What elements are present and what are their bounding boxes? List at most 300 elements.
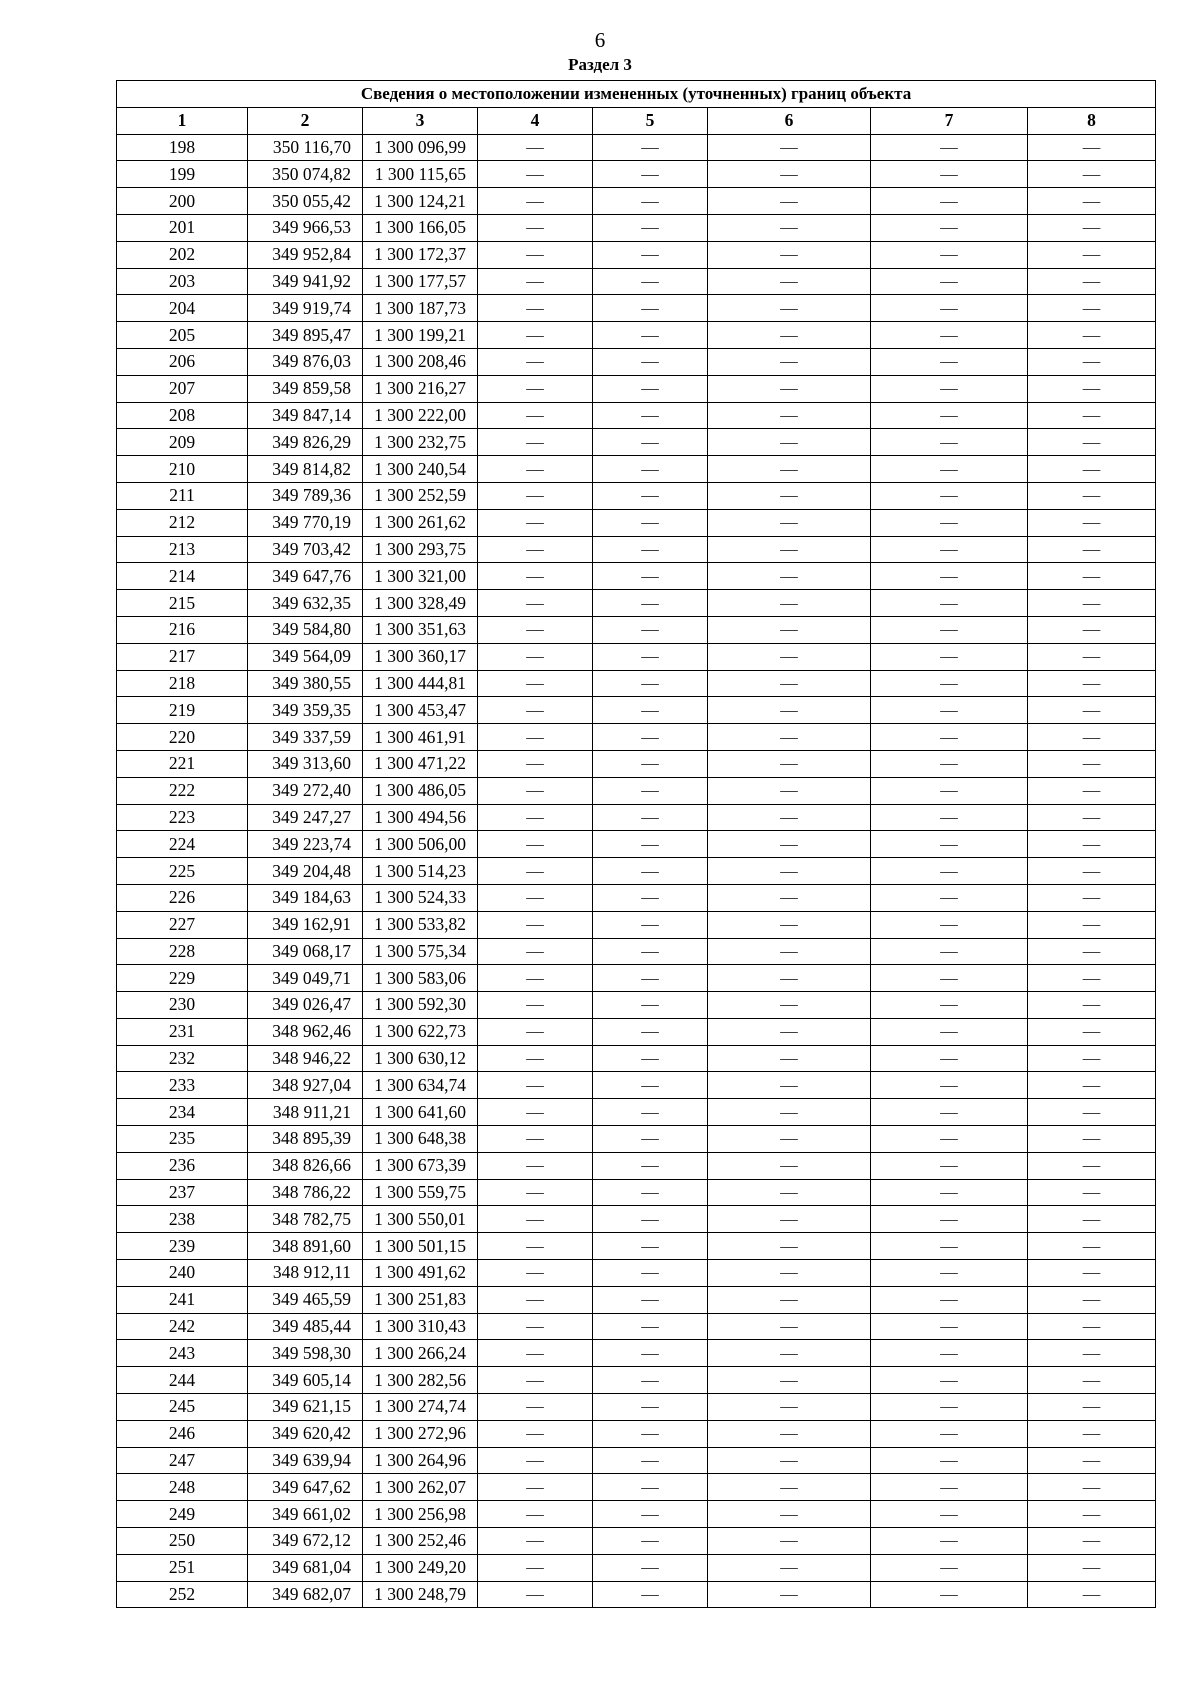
empty-value-cell: — bbox=[1028, 777, 1156, 804]
y-coordinate-cell: 1 300 115,65 bbox=[363, 161, 478, 188]
empty-value-cell: — bbox=[708, 697, 871, 724]
empty-value-cell: — bbox=[708, 1367, 871, 1394]
table-row bbox=[117, 1420, 1156, 1447]
empty-value-cell: — bbox=[1028, 1581, 1156, 1608]
x-coordinate-cell: 349 313,60 bbox=[248, 750, 363, 777]
table-row bbox=[117, 214, 1156, 241]
table-row bbox=[117, 482, 1156, 509]
x-coordinate-cell: 349 621,15 bbox=[248, 1394, 363, 1421]
empty-value-cell: — bbox=[871, 1313, 1028, 1340]
x-coordinate-cell: 348 912,11 bbox=[248, 1260, 363, 1287]
empty-value-cell: — bbox=[871, 590, 1028, 617]
x-coordinate-cell: 349 584,80 bbox=[248, 616, 363, 643]
y-coordinate-cell: 1 300 453,47 bbox=[363, 697, 478, 724]
point-number-cell: 209 bbox=[117, 429, 248, 456]
y-coordinate-cell: 1 300 252,46 bbox=[363, 1528, 478, 1555]
empty-value-cell: — bbox=[478, 590, 593, 617]
empty-value-cell: — bbox=[593, 643, 708, 670]
column-header: 6 bbox=[708, 107, 871, 134]
empty-value-cell: — bbox=[871, 1072, 1028, 1099]
y-coordinate-cell: 1 300 274,74 bbox=[363, 1394, 478, 1421]
empty-value-cell: — bbox=[593, 884, 708, 911]
empty-value-cell: — bbox=[593, 965, 708, 992]
point-number-cell: 206 bbox=[117, 348, 248, 375]
x-coordinate-cell: 349 068,17 bbox=[248, 938, 363, 965]
y-coordinate-cell: 1 300 533,82 bbox=[363, 911, 478, 938]
point-number-cell: 243 bbox=[117, 1340, 248, 1367]
empty-value-cell: — bbox=[708, 1099, 871, 1126]
empty-value-cell: — bbox=[478, 858, 593, 885]
empty-value-cell: — bbox=[478, 1313, 593, 1340]
empty-value-cell: — bbox=[593, 456, 708, 483]
empty-value-cell: — bbox=[871, 724, 1028, 751]
y-coordinate-cell: 1 300 550,01 bbox=[363, 1206, 478, 1233]
empty-value-cell: — bbox=[708, 724, 871, 751]
table-row bbox=[117, 1474, 1156, 1501]
table-row bbox=[117, 831, 1156, 858]
y-coordinate-cell: 1 300 282,56 bbox=[363, 1367, 478, 1394]
empty-value-cell: — bbox=[871, 456, 1028, 483]
empty-value-cell: — bbox=[708, 831, 871, 858]
empty-value-cell: — bbox=[708, 1554, 871, 1581]
empty-value-cell: — bbox=[708, 1340, 871, 1367]
point-number-cell: 240 bbox=[117, 1260, 248, 1287]
empty-value-cell: — bbox=[708, 1286, 871, 1313]
x-coordinate-cell: 349 952,84 bbox=[248, 241, 363, 268]
empty-value-cell: — bbox=[871, 1233, 1028, 1260]
table-row bbox=[117, 1554, 1156, 1581]
y-coordinate-cell: 1 300 592,30 bbox=[363, 992, 478, 1019]
y-coordinate-cell: 1 300 501,15 bbox=[363, 1233, 478, 1260]
empty-value-cell: — bbox=[708, 402, 871, 429]
empty-value-cell: — bbox=[593, 1260, 708, 1287]
empty-value-cell: — bbox=[478, 1447, 593, 1474]
empty-value-cell: — bbox=[708, 670, 871, 697]
empty-value-cell: — bbox=[593, 831, 708, 858]
table-row bbox=[117, 322, 1156, 349]
empty-value-cell: — bbox=[478, 1206, 593, 1233]
point-number-cell: 208 bbox=[117, 402, 248, 429]
empty-value-cell: — bbox=[871, 938, 1028, 965]
point-number-cell: 231 bbox=[117, 1018, 248, 1045]
empty-value-cell: — bbox=[478, 161, 593, 188]
point-number-cell: 242 bbox=[117, 1313, 248, 1340]
x-coordinate-cell: 350 116,70 bbox=[248, 134, 363, 161]
empty-value-cell: — bbox=[708, 295, 871, 322]
y-coordinate-cell: 1 300 248,79 bbox=[363, 1581, 478, 1608]
point-number-cell: 252 bbox=[117, 1581, 248, 1608]
point-number-cell: 248 bbox=[117, 1474, 248, 1501]
empty-value-cell: — bbox=[593, 616, 708, 643]
empty-value-cell: — bbox=[593, 938, 708, 965]
empty-value-cell: — bbox=[593, 697, 708, 724]
empty-value-cell: — bbox=[593, 563, 708, 590]
empty-value-cell: — bbox=[478, 482, 593, 509]
empty-value-cell: — bbox=[708, 992, 871, 1019]
point-number-cell: 214 bbox=[117, 563, 248, 590]
table-row bbox=[117, 188, 1156, 215]
empty-value-cell: — bbox=[1028, 643, 1156, 670]
table-row bbox=[117, 1260, 1156, 1287]
point-number-cell: 241 bbox=[117, 1286, 248, 1313]
y-coordinate-cell: 1 300 575,34 bbox=[363, 938, 478, 965]
y-coordinate-cell: 1 300 351,63 bbox=[363, 616, 478, 643]
empty-value-cell: — bbox=[871, 429, 1028, 456]
point-number-cell: 229 bbox=[117, 965, 248, 992]
empty-value-cell: — bbox=[593, 1152, 708, 1179]
empty-value-cell: — bbox=[478, 536, 593, 563]
empty-value-cell: — bbox=[1028, 938, 1156, 965]
empty-value-cell: — bbox=[478, 188, 593, 215]
empty-value-cell: — bbox=[593, 1501, 708, 1528]
empty-value-cell: — bbox=[708, 1420, 871, 1447]
empty-value-cell: — bbox=[478, 938, 593, 965]
column-header: 7 bbox=[871, 107, 1028, 134]
empty-value-cell: — bbox=[478, 509, 593, 536]
x-coordinate-cell: 349 847,14 bbox=[248, 402, 363, 429]
empty-value-cell: — bbox=[593, 214, 708, 241]
x-coordinate-cell: 349 895,47 bbox=[248, 322, 363, 349]
x-coordinate-cell: 349 661,02 bbox=[248, 1501, 363, 1528]
y-coordinate-cell: 1 300 559,75 bbox=[363, 1179, 478, 1206]
empty-value-cell: — bbox=[1028, 134, 1156, 161]
empty-value-cell: — bbox=[478, 884, 593, 911]
empty-value-cell: — bbox=[708, 1474, 871, 1501]
y-coordinate-cell: 1 300 222,00 bbox=[363, 402, 478, 429]
empty-value-cell: — bbox=[708, 1045, 871, 1072]
table-row bbox=[117, 1179, 1156, 1206]
empty-value-cell: — bbox=[593, 804, 708, 831]
empty-value-cell: — bbox=[593, 1206, 708, 1233]
empty-value-cell: — bbox=[1028, 670, 1156, 697]
empty-value-cell: — bbox=[1028, 1554, 1156, 1581]
table-row bbox=[117, 1072, 1156, 1099]
point-number-cell: 247 bbox=[117, 1447, 248, 1474]
empty-value-cell: — bbox=[871, 1340, 1028, 1367]
empty-value-cell: — bbox=[478, 1179, 593, 1206]
point-number-cell: 225 bbox=[117, 858, 248, 885]
empty-value-cell: — bbox=[1028, 750, 1156, 777]
empty-value-cell: — bbox=[478, 1554, 593, 1581]
empty-value-cell: — bbox=[708, 1179, 871, 1206]
empty-value-cell: — bbox=[708, 348, 871, 375]
empty-value-cell: — bbox=[478, 348, 593, 375]
point-number-cell: 234 bbox=[117, 1099, 248, 1126]
empty-value-cell: — bbox=[871, 858, 1028, 885]
x-coordinate-cell: 349 859,58 bbox=[248, 375, 363, 402]
point-number-cell: 228 bbox=[117, 938, 248, 965]
y-coordinate-cell: 1 300 641,60 bbox=[363, 1099, 478, 1126]
point-number-cell: 224 bbox=[117, 831, 248, 858]
empty-value-cell: — bbox=[478, 322, 593, 349]
empty-value-cell: — bbox=[478, 1501, 593, 1528]
empty-value-cell: — bbox=[593, 1367, 708, 1394]
empty-value-cell: — bbox=[593, 509, 708, 536]
point-number-cell: 201 bbox=[117, 214, 248, 241]
empty-value-cell: — bbox=[593, 188, 708, 215]
empty-value-cell: — bbox=[708, 536, 871, 563]
empty-value-cell: — bbox=[593, 348, 708, 375]
empty-value-cell: — bbox=[478, 804, 593, 831]
table-row bbox=[117, 375, 1156, 402]
empty-value-cell: — bbox=[708, 214, 871, 241]
point-number-cell: 250 bbox=[117, 1528, 248, 1555]
table-row bbox=[117, 429, 1156, 456]
table-row bbox=[117, 616, 1156, 643]
y-coordinate-cell: 1 300 444,81 bbox=[363, 670, 478, 697]
y-coordinate-cell: 1 300 166,05 bbox=[363, 214, 478, 241]
table-row bbox=[117, 1340, 1156, 1367]
table-row bbox=[117, 161, 1156, 188]
empty-value-cell: — bbox=[1028, 268, 1156, 295]
empty-value-cell: — bbox=[708, 1581, 871, 1608]
x-coordinate-cell: 349 184,63 bbox=[248, 884, 363, 911]
table-row bbox=[117, 697, 1156, 724]
empty-value-cell: — bbox=[1028, 992, 1156, 1019]
empty-value-cell: — bbox=[708, 482, 871, 509]
empty-value-cell: — bbox=[871, 750, 1028, 777]
y-coordinate-cell: 1 300 494,56 bbox=[363, 804, 478, 831]
x-coordinate-cell: 350 074,82 bbox=[248, 161, 363, 188]
x-coordinate-cell: 348 927,04 bbox=[248, 1072, 363, 1099]
y-coordinate-cell: 1 300 272,96 bbox=[363, 1420, 478, 1447]
empty-value-cell: — bbox=[1028, 1394, 1156, 1421]
point-number-cell: 245 bbox=[117, 1394, 248, 1421]
table-body bbox=[117, 134, 1156, 1608]
empty-value-cell: — bbox=[478, 456, 593, 483]
table-row bbox=[117, 777, 1156, 804]
table-row bbox=[117, 134, 1156, 161]
empty-value-cell: — bbox=[478, 1340, 593, 1367]
empty-value-cell: — bbox=[478, 697, 593, 724]
empty-value-cell: — bbox=[871, 643, 1028, 670]
empty-value-cell: — bbox=[1028, 348, 1156, 375]
point-number-cell: 218 bbox=[117, 670, 248, 697]
empty-value-cell: — bbox=[593, 1233, 708, 1260]
empty-value-cell: — bbox=[478, 268, 593, 295]
empty-value-cell: — bbox=[478, 429, 593, 456]
x-coordinate-cell: 350 055,42 bbox=[248, 188, 363, 215]
y-coordinate-cell: 1 300 583,06 bbox=[363, 965, 478, 992]
empty-value-cell: — bbox=[593, 1126, 708, 1153]
x-coordinate-cell: 348 786,22 bbox=[248, 1179, 363, 1206]
column-header: 1 bbox=[117, 107, 248, 134]
empty-value-cell: — bbox=[478, 1152, 593, 1179]
x-coordinate-cell: 349 703,42 bbox=[248, 536, 363, 563]
column-header: 3 bbox=[363, 107, 478, 134]
y-coordinate-cell: 1 300 514,23 bbox=[363, 858, 478, 885]
point-number-cell: 249 bbox=[117, 1501, 248, 1528]
table-row bbox=[117, 1286, 1156, 1313]
x-coordinate-cell: 349 485,44 bbox=[248, 1313, 363, 1340]
x-coordinate-cell: 348 891,60 bbox=[248, 1233, 363, 1260]
empty-value-cell: — bbox=[1028, 429, 1156, 456]
point-number-cell: 226 bbox=[117, 884, 248, 911]
point-number-cell: 198 bbox=[117, 134, 248, 161]
x-coordinate-cell: 349 919,74 bbox=[248, 295, 363, 322]
empty-value-cell: — bbox=[1028, 1233, 1156, 1260]
empty-value-cell: — bbox=[593, 858, 708, 885]
y-coordinate-cell: 1 300 262,07 bbox=[363, 1474, 478, 1501]
empty-value-cell: — bbox=[1028, 1340, 1156, 1367]
y-coordinate-cell: 1 300 264,96 bbox=[363, 1447, 478, 1474]
point-number-cell: 220 bbox=[117, 724, 248, 751]
table-row bbox=[117, 295, 1156, 322]
empty-value-cell: — bbox=[708, 1072, 871, 1099]
point-number-cell: 216 bbox=[117, 616, 248, 643]
table-row bbox=[117, 590, 1156, 617]
table-row bbox=[117, 509, 1156, 536]
y-coordinate-cell: 1 300 486,05 bbox=[363, 777, 478, 804]
empty-value-cell: — bbox=[1028, 1313, 1156, 1340]
empty-value-cell: — bbox=[478, 563, 593, 590]
x-coordinate-cell: 348 962,46 bbox=[248, 1018, 363, 1045]
x-coordinate-cell: 349 564,09 bbox=[248, 643, 363, 670]
empty-value-cell: — bbox=[478, 241, 593, 268]
empty-value-cell: — bbox=[1028, 1099, 1156, 1126]
empty-value-cell: — bbox=[871, 1394, 1028, 1421]
empty-value-cell: — bbox=[1028, 1179, 1156, 1206]
x-coordinate-cell: 349 465,59 bbox=[248, 1286, 363, 1313]
empty-value-cell: — bbox=[478, 1367, 593, 1394]
table-row bbox=[117, 456, 1156, 483]
empty-value-cell: — bbox=[871, 1286, 1028, 1313]
x-coordinate-cell: 348 946,22 bbox=[248, 1045, 363, 1072]
empty-value-cell: — bbox=[478, 1233, 593, 1260]
x-coordinate-cell: 349 026,47 bbox=[248, 992, 363, 1019]
point-number-cell: 199 bbox=[117, 161, 248, 188]
y-coordinate-cell: 1 300 172,37 bbox=[363, 241, 478, 268]
empty-value-cell: — bbox=[708, 965, 871, 992]
point-number-cell: 219 bbox=[117, 697, 248, 724]
point-number-cell: 200 bbox=[117, 188, 248, 215]
y-coordinate-cell: 1 300 251,83 bbox=[363, 1286, 478, 1313]
column-header: 4 bbox=[478, 107, 593, 134]
y-coordinate-cell: 1 300 293,75 bbox=[363, 536, 478, 563]
empty-value-cell: — bbox=[871, 536, 1028, 563]
y-coordinate-cell: 1 300 328,49 bbox=[363, 590, 478, 617]
empty-value-cell: — bbox=[871, 1420, 1028, 1447]
point-number-cell: 232 bbox=[117, 1045, 248, 1072]
point-number-cell: 237 bbox=[117, 1179, 248, 1206]
empty-value-cell: — bbox=[708, 590, 871, 617]
point-number-cell: 251 bbox=[117, 1554, 248, 1581]
empty-value-cell: — bbox=[478, 1528, 593, 1555]
x-coordinate-cell: 348 911,21 bbox=[248, 1099, 363, 1126]
empty-value-cell: — bbox=[593, 429, 708, 456]
empty-value-cell: — bbox=[593, 1018, 708, 1045]
empty-value-cell: — bbox=[593, 1528, 708, 1555]
y-coordinate-cell: 1 300 491,62 bbox=[363, 1260, 478, 1287]
x-coordinate-cell: 349 770,19 bbox=[248, 509, 363, 536]
y-coordinate-cell: 1 300 461,91 bbox=[363, 724, 478, 751]
y-coordinate-cell: 1 300 630,12 bbox=[363, 1045, 478, 1072]
empty-value-cell: — bbox=[1028, 1528, 1156, 1555]
point-number-cell: 238 bbox=[117, 1206, 248, 1233]
empty-value-cell: — bbox=[1028, 1126, 1156, 1153]
empty-value-cell: — bbox=[478, 992, 593, 1019]
empty-value-cell: — bbox=[708, 804, 871, 831]
empty-value-cell: — bbox=[871, 1260, 1028, 1287]
empty-value-cell: — bbox=[593, 1072, 708, 1099]
empty-value-cell: — bbox=[871, 911, 1028, 938]
x-coordinate-cell: 349 049,71 bbox=[248, 965, 363, 992]
table-row bbox=[117, 348, 1156, 375]
empty-value-cell: — bbox=[478, 750, 593, 777]
empty-value-cell: — bbox=[593, 161, 708, 188]
empty-value-cell: — bbox=[1028, 563, 1156, 590]
empty-value-cell: — bbox=[478, 134, 593, 161]
column-header: 5 bbox=[593, 107, 708, 134]
empty-value-cell: — bbox=[1028, 911, 1156, 938]
empty-value-cell: — bbox=[593, 322, 708, 349]
x-coordinate-cell: 349 598,30 bbox=[248, 1340, 363, 1367]
y-coordinate-cell: 1 300 187,73 bbox=[363, 295, 478, 322]
point-number-cell: 222 bbox=[117, 777, 248, 804]
y-coordinate-cell: 1 300 360,17 bbox=[363, 643, 478, 670]
empty-value-cell: — bbox=[593, 1179, 708, 1206]
empty-value-cell: — bbox=[1028, 456, 1156, 483]
empty-value-cell: — bbox=[708, 1528, 871, 1555]
empty-value-cell: — bbox=[1028, 1367, 1156, 1394]
empty-value-cell: — bbox=[478, 1045, 593, 1072]
empty-value-cell: — bbox=[593, 1554, 708, 1581]
empty-value-cell: — bbox=[871, 670, 1028, 697]
table-row bbox=[117, 1045, 1156, 1072]
empty-value-cell: — bbox=[593, 482, 708, 509]
point-number-cell: 202 bbox=[117, 241, 248, 268]
empty-value-cell: — bbox=[1028, 1447, 1156, 1474]
x-coordinate-cell: 349 223,74 bbox=[248, 831, 363, 858]
empty-value-cell: — bbox=[871, 188, 1028, 215]
table-row bbox=[117, 241, 1156, 268]
table-column-header-row bbox=[117, 107, 1156, 134]
y-coordinate-cell: 1 300 266,24 bbox=[363, 1340, 478, 1367]
point-number-cell: 203 bbox=[117, 268, 248, 295]
empty-value-cell: — bbox=[871, 804, 1028, 831]
table-row bbox=[117, 536, 1156, 563]
x-coordinate-cell: 349 620,42 bbox=[248, 1420, 363, 1447]
table-row bbox=[117, 1152, 1156, 1179]
y-coordinate-cell: 1 300 096,99 bbox=[363, 134, 478, 161]
empty-value-cell: — bbox=[1028, 1045, 1156, 1072]
column-header: 8 bbox=[1028, 107, 1156, 134]
empty-value-cell: — bbox=[1028, 1072, 1156, 1099]
empty-value-cell: — bbox=[708, 643, 871, 670]
empty-value-cell: — bbox=[1028, 884, 1156, 911]
empty-value-cell: — bbox=[593, 992, 708, 1019]
empty-value-cell: — bbox=[1028, 188, 1156, 215]
x-coordinate-cell: 349 247,27 bbox=[248, 804, 363, 831]
empty-value-cell: — bbox=[1028, 375, 1156, 402]
point-number-cell: 204 bbox=[117, 295, 248, 322]
y-coordinate-cell: 1 300 199,21 bbox=[363, 322, 478, 349]
empty-value-cell: — bbox=[478, 1420, 593, 1447]
empty-value-cell: — bbox=[593, 1447, 708, 1474]
empty-value-cell: — bbox=[593, 1286, 708, 1313]
empty-value-cell: — bbox=[593, 1474, 708, 1501]
empty-value-cell: — bbox=[871, 214, 1028, 241]
empty-value-cell: — bbox=[1028, 804, 1156, 831]
empty-value-cell: — bbox=[708, 858, 871, 885]
empty-value-cell: — bbox=[478, 616, 593, 643]
empty-value-cell: — bbox=[871, 375, 1028, 402]
y-coordinate-cell: 1 300 634,74 bbox=[363, 1072, 478, 1099]
point-number-cell: 223 bbox=[117, 804, 248, 831]
empty-value-cell: — bbox=[708, 322, 871, 349]
point-number-cell: 230 bbox=[117, 992, 248, 1019]
empty-value-cell: — bbox=[593, 241, 708, 268]
